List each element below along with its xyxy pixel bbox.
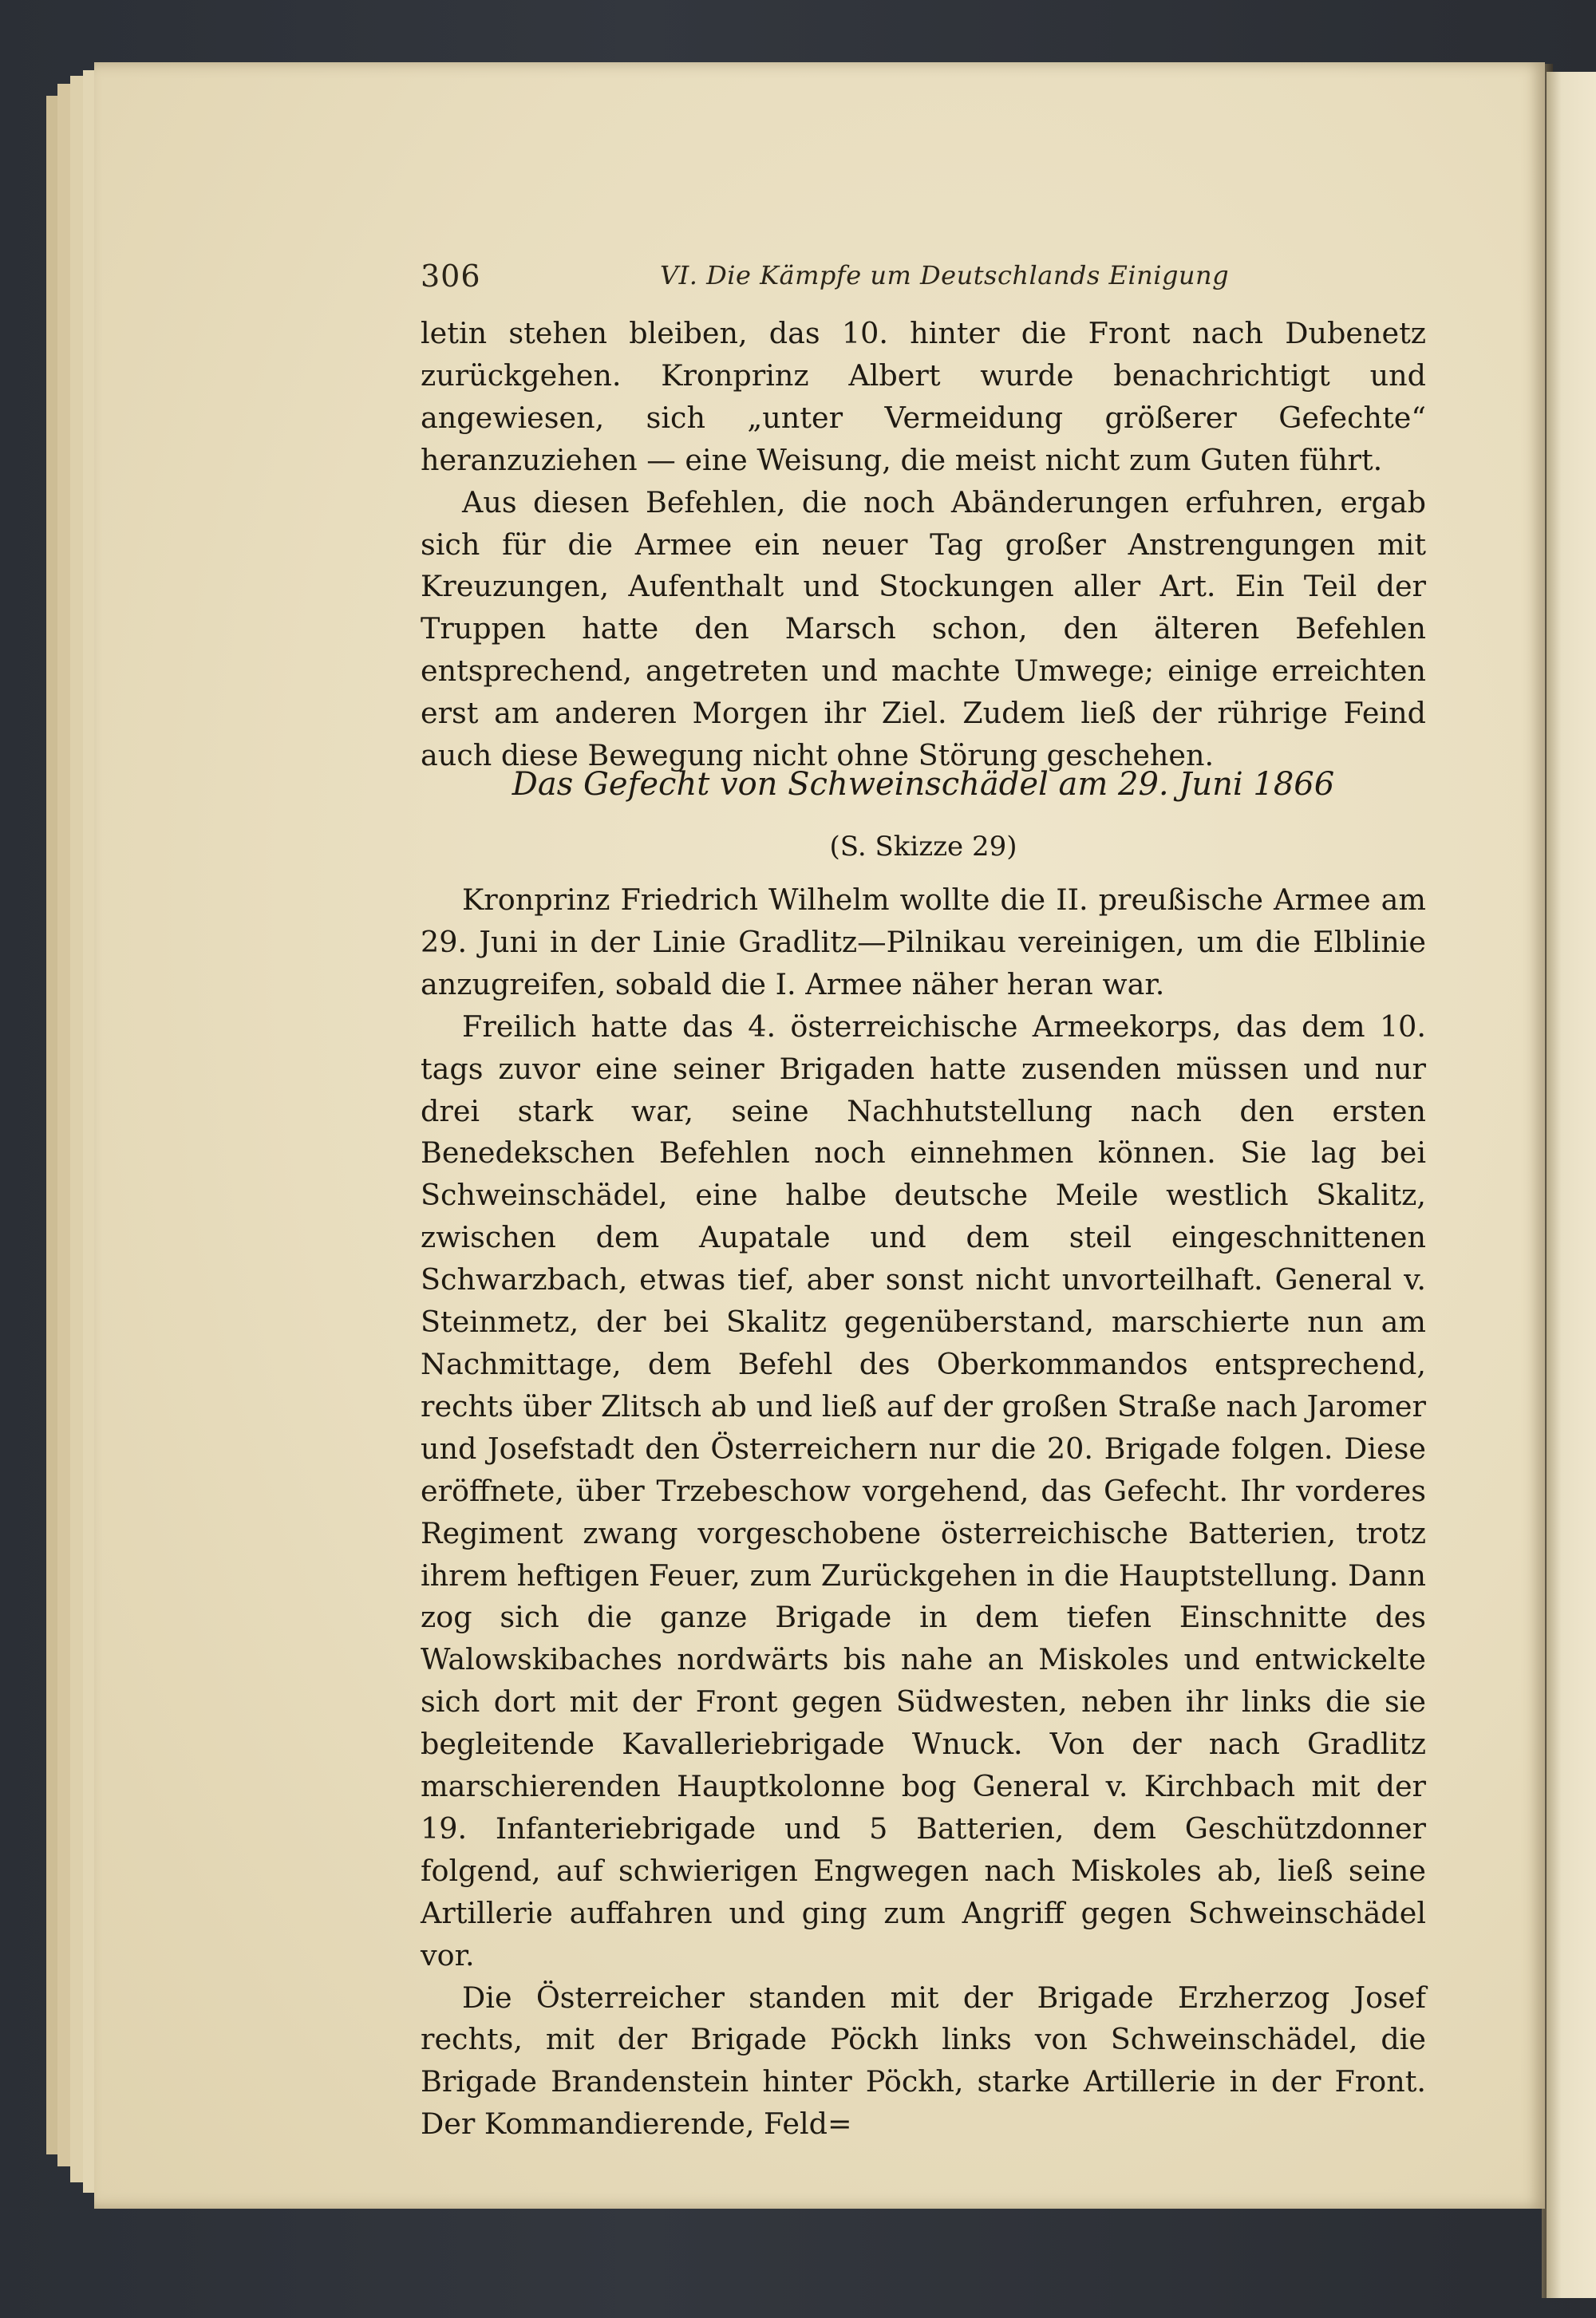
body-text-bottom: [421, 879, 1426, 2146]
body-text-top: [421, 313, 1426, 777]
paragraph: Freilich hatte das 4. österreichische Armeekorps, das dem 10. tags zuvor eine seiner Brigaden hatte zusenden müssen und nur drei stark war, seine Nachhutstellung nach den ersten Benedekschen Befehlen noch einnehmen können. Sie lag bei Schweinschädel, eine halbe deutsche Meile westlich Skalitz, zwischen dem Aupatale und dem steil eingeschnittenen Schwarzbach, etwas tief, aber sonst nicht unvorteilhaft. General v. Steinmetz, der bei Skalitz gegenüberstand, marschierte nun am Nachmittage, dem Befehl des Oberkommandos entsprechend, rechts über Zlitsch ab und ließ auf der großen Straße nach Jaromer und Josefstadt den Österreichern nur die 20. Brigade folgen. Diese eröffnete, über Trzebeschow vorgehend, das Gefecht. Ihr vorderes Regiment zwang vorgeschobene österreichische Batterien, trotz ihrem heftigen Feuer, zum Zurückgehen in die Hauptstellung. Dann zog sich die ganze Brigade in dem tiefen Einschnitte des Walowskibaches nordwärts bis nahe an Miskoles und entwickelte sich dort mit der Front gegen Südwesten, neben ihr links die sie begleitende Kavalleriebrigade Wnuck. Von der nach Gradlitz marschierenden Hauptkolonne bog General v. Kirchbach mit der 19. Infanteriebrigade und 5 Batterien, dem Geschützdonner folgend, auf schwierigen Engwegen nach Miskoles ab, ließ seine Artillerie auffahren und ging zum Angriff gegen Schweinschädel vor.: [421, 1009, 1426, 1972]
page-number: 306: [421, 259, 481, 294]
facing-page-edge: [1547, 72, 1596, 2298]
paragraph: letin stehen bleiben, das 10. hinter die Front nach Dubenetz zurückgehen. Kronprinz Albert wurde benachrichtigt und angewiesen, sich „unter Vermeidung größerer Gefechte“ heranzuziehen — eine Weisung, die meist nicht zum Guten führt.: [421, 316, 1426, 477]
section-subheading: (S. Skizze 29): [829, 831, 1017, 863]
paragraph: Die Österreicher standen mit der Brigade Erzherzog Josef rechts, mit der Brigade Pöckh links von Schweinschädel, die Brigade Brandenstein hinter Pöckh, starke Artillerie in der Front. Der Kommandierende, Feld=: [421, 1980, 1426, 2142]
paragraph: Aus diesen Befehlen, die noch Abänderungen erfuhren, ergab sich für die Armee ein neuer Tag großer Anstrengungen mit Kreuzungen, Aufenthalt und Stockungen aller Art. Ein Teil der Truppen hatte den Marsch schon, den älteren Befehlen entsprechend, angetreten und machte Umwege; einige erreichten erst am anderen Morgen ihr Ziel. Zudem ließ der rührige Feind auch diese Bewegung nicht ohne Störung geschehen.: [421, 484, 1426, 773]
paragraph: Kronprinz Friedrich Wilhelm wollte die II. preußische Armee am 29. Juni in der Linie Gradlitz—Pilnikau vereinigen, um die Elblinie anzugreifen, sobald die I. Armee näher heran war.: [421, 883, 1426, 1001]
running-title: VI. Die Kämpfe um Deutschlands Einigung: [660, 260, 1230, 290]
section-heading: Das Gefecht von Schweinschädel am 29. Juni 1866: [512, 766, 1335, 803]
page-header: [421, 254, 1426, 294]
